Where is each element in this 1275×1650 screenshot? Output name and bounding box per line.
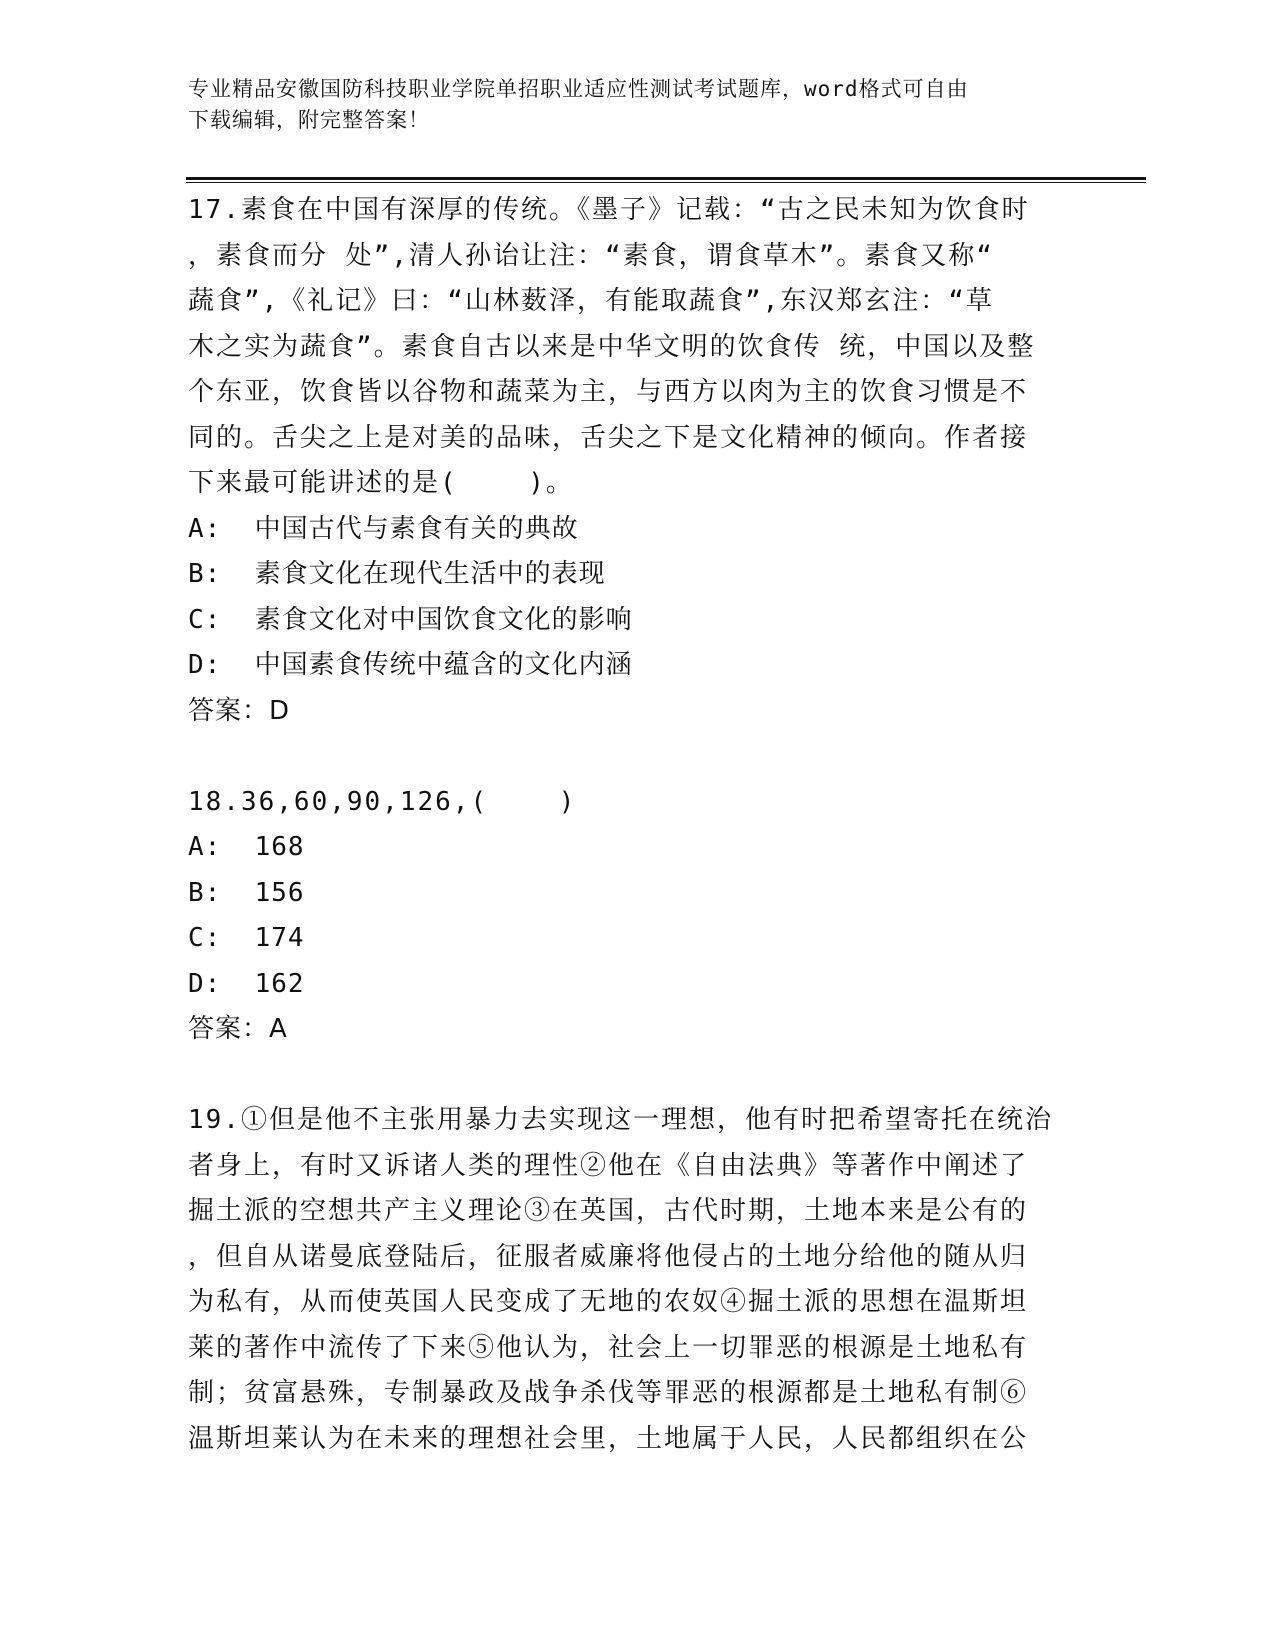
question-line: 蔬食”,《礼记》曰：“山林薮泽，有能取蔬食”,东汉郑玄注：“草	[188, 286, 994, 316]
header-rule-thick	[186, 177, 1146, 180]
question-18	[188, 780, 1088, 1053]
question-line: ，但自从诺曼底登陆后，征服者威廉将他侵占的土地分给他的随从归	[188, 1241, 1029, 1272]
option-a: A: 中国古代与素食有关的典故	[188, 513, 579, 544]
question-line: 温斯坦莱认为在未来的理想社会里，土地属于人民，人民都组织在公	[188, 1423, 1029, 1454]
question-list	[188, 188, 1088, 1462]
option-d: D: 162	[188, 968, 305, 999]
question-line: 莱的著作中流传了下来⑤他认为，社会上一切罪恶的根源是土地私有	[188, 1332, 1029, 1363]
option-b: B: 素食文化在现代生活中的表现	[188, 559, 606, 589]
question-line: 18.36,60,90,126,( )	[188, 786, 577, 817]
question-line: 同的。舌尖之上是对美的品味，舌尖之下是文化精神的倾向。作者接	[188, 422, 1029, 453]
question-line: 木之实为蔬食”。素食自古以来是中华文明的饮食传 统，中国以及整	[188, 331, 1036, 362]
spacer	[188, 734, 1088, 780]
question-19	[188, 1098, 1088, 1462]
header-rule-thin	[186, 182, 1146, 183]
question-line: ，素食而分 处”,清人孙诒让注：“素食，谓食草木”。素食又称“	[188, 240, 994, 271]
answer-label: 答案：A	[188, 1014, 288, 1044]
spacer	[188, 1053, 1088, 1099]
option-d: D: 中国素食传统中蕴含的文化内涵	[188, 650, 633, 680]
option-c: C: 素食文化对中国饮食文化的影响	[188, 604, 633, 635]
header-line-2: 下载编辑，附完整答案！	[188, 108, 430, 132]
option-b: B: 156	[188, 877, 305, 908]
header-line-1: 专业精品安徽国防科技职业学院单招职业适应性测试考试题库，word格式可自由	[188, 77, 969, 101]
question-line: 19.①但是他不主张用暴力去实现这一理想，他有时把希望寄托在统治	[188, 1105, 1053, 1135]
option-a: A: 168	[188, 832, 305, 862]
question-line: 者身上，有时又诉诸人类的理性②他在《自由法典》等著作中阐述了	[188, 1150, 1029, 1181]
question-line: 为私有，从而使英国人民变成了无地的农奴④掘土派的思想在温斯坦	[188, 1287, 1029, 1317]
question-line: 下来最可能讲述的是( )。	[188, 468, 574, 498]
question-line: 个东亚，饮食皆以谷物和蔬菜为主，与西方以肉为主的饮食习惯是不	[188, 377, 1029, 407]
question-line: 17.素食在中国有深厚的传统。《墨子》记载：“古之民未知为饮食时	[188, 195, 1030, 225]
page-header	[188, 74, 1068, 136]
question-line: 掘土派的空想共产主义理论③在英国，古代时期，土地本来是公有的	[188, 1196, 1029, 1226]
question-line: 制；贫富悬殊，专制暴政及战争杀伐等罪恶的根源都是土地私有制⑥	[188, 1378, 1029, 1408]
option-c: C: 174	[188, 923, 305, 953]
question-17	[188, 188, 1088, 734]
answer-label: 答案：D	[188, 695, 291, 726]
